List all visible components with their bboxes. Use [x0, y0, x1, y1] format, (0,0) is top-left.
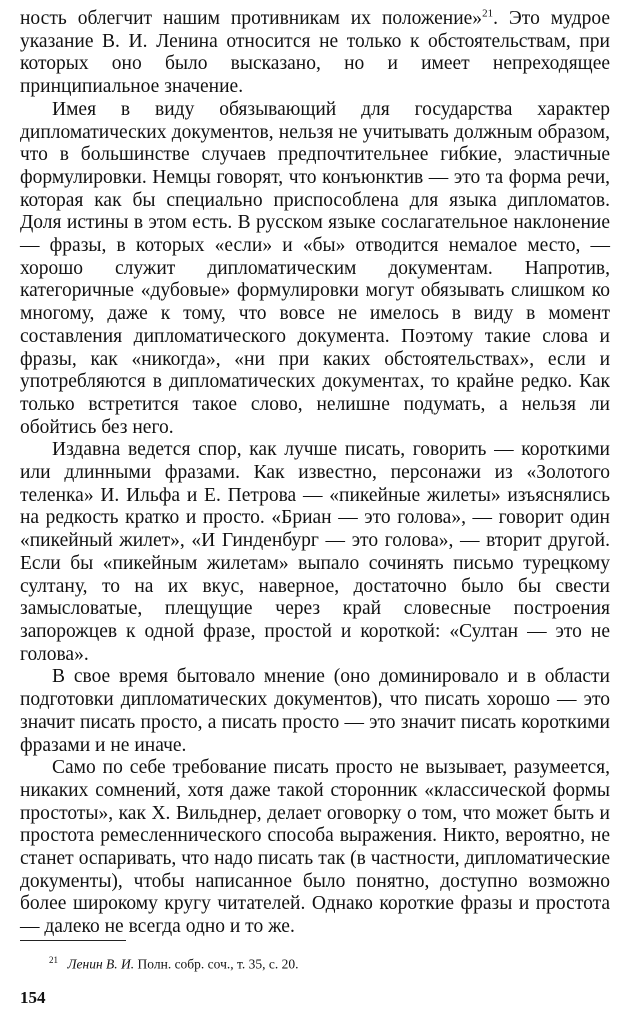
paragraph-1-text: ность облегчит нашим противникам их положение»	[20, 8, 483, 29]
footnote-citation: Полн. собр. соч., т. 35, с. 20.	[137, 956, 299, 972]
footnote-divider	[20, 940, 126, 941]
footnote-number: 21	[49, 955, 58, 965]
paragraph-3: Издавна ведется спор, как лучше писать, говорить — короткими или длинными фразами. Как известно, персонажи из «Золотого теленка» И. Ильфа и Е. Петрова — «пикейные жилеты» изъяснялись на редкость кратко и просто. «Бриан — это голова», — говорит один «пикейный жилет», «И Гинденбург — это голова», — вторит другой. Если бы «пикейным жилетам» выпало сочинять письмо турецкому султану, то на их вкус, наверное, достаточно было бы свести замысловатые, плещущие через край словесные построения запорожцев к одной фразе, простой и короткой: «Султан — это не голова».	[20, 439, 610, 665]
paragraph-2: Имея в виду обязывающий для государства характер дипломатических документов, нельзя не учитывать должным образом, что в большинстве случаев предпочтительнее гибкие, эластичные формулировки. Немцы говорят, что конъюнктив — это та форма речи, которая как бы специально приспособлена для языка дипломатов. Доля истины в этом есть. В русском языке сослагательное наклонение — фразы, в которых «если» и «бы» отводится немалое место, — хорошо служит дипломатическим документам. Напротив, категоричные «дубовые» формулировки могут обязывать слишком ко многому, даже к тому, что вовсе не имелось в виду в момент составления дипломатического документа. Поэтому такие слова и фразы, как «никогда», «ни при каких обстоятельствах», если и употребляются в дипломатических документах, то крайне редко. Как только встретится такое слово, нелишне подумать, а нельзя ли обойтись без него.	[20, 98, 610, 438]
footnote-reference: 21	[482, 7, 494, 20]
paragraph-5: Само по себе требование писать просто не вызывает, разумеется, никаких сомнений, хотя даже такой сторонник «классической формы простоты», как Х. Вильднер, делает оговорку о том, что может быть и простота ремесленнического способа выражения. Никто, вероятно, не станет оспаривать, что надо писать так (в частности, дипломатические документы), чтобы написанное было понятно, доступно возможно более широкому кругу читателей. Однако короткие фразы и простота — далеко не всегда одно и то же.	[20, 757, 610, 938]
page-body	[20, 8, 610, 939]
paragraph-1	[20, 8, 610, 99]
footnote-author: Ленин В. И.	[67, 956, 135, 972]
page-number: 154	[20, 988, 46, 1007]
footnote	[49, 952, 299, 973]
paragraph-4: В свое время бытовало мнение (оно доминировало и в области подготовки дипломатических документов), что писать хорошо — это значит писать просто, а писать просто — это значит писать короткими фразами и не иначе.	[20, 666, 610, 756]
paragraph-1-text-continued: . Это мудрое указание В. И. Ленина относится не только к обстоятельствам, при которых оно было высказано, но и имеет непреходящее принципиальное значение.	[20, 8, 610, 98]
